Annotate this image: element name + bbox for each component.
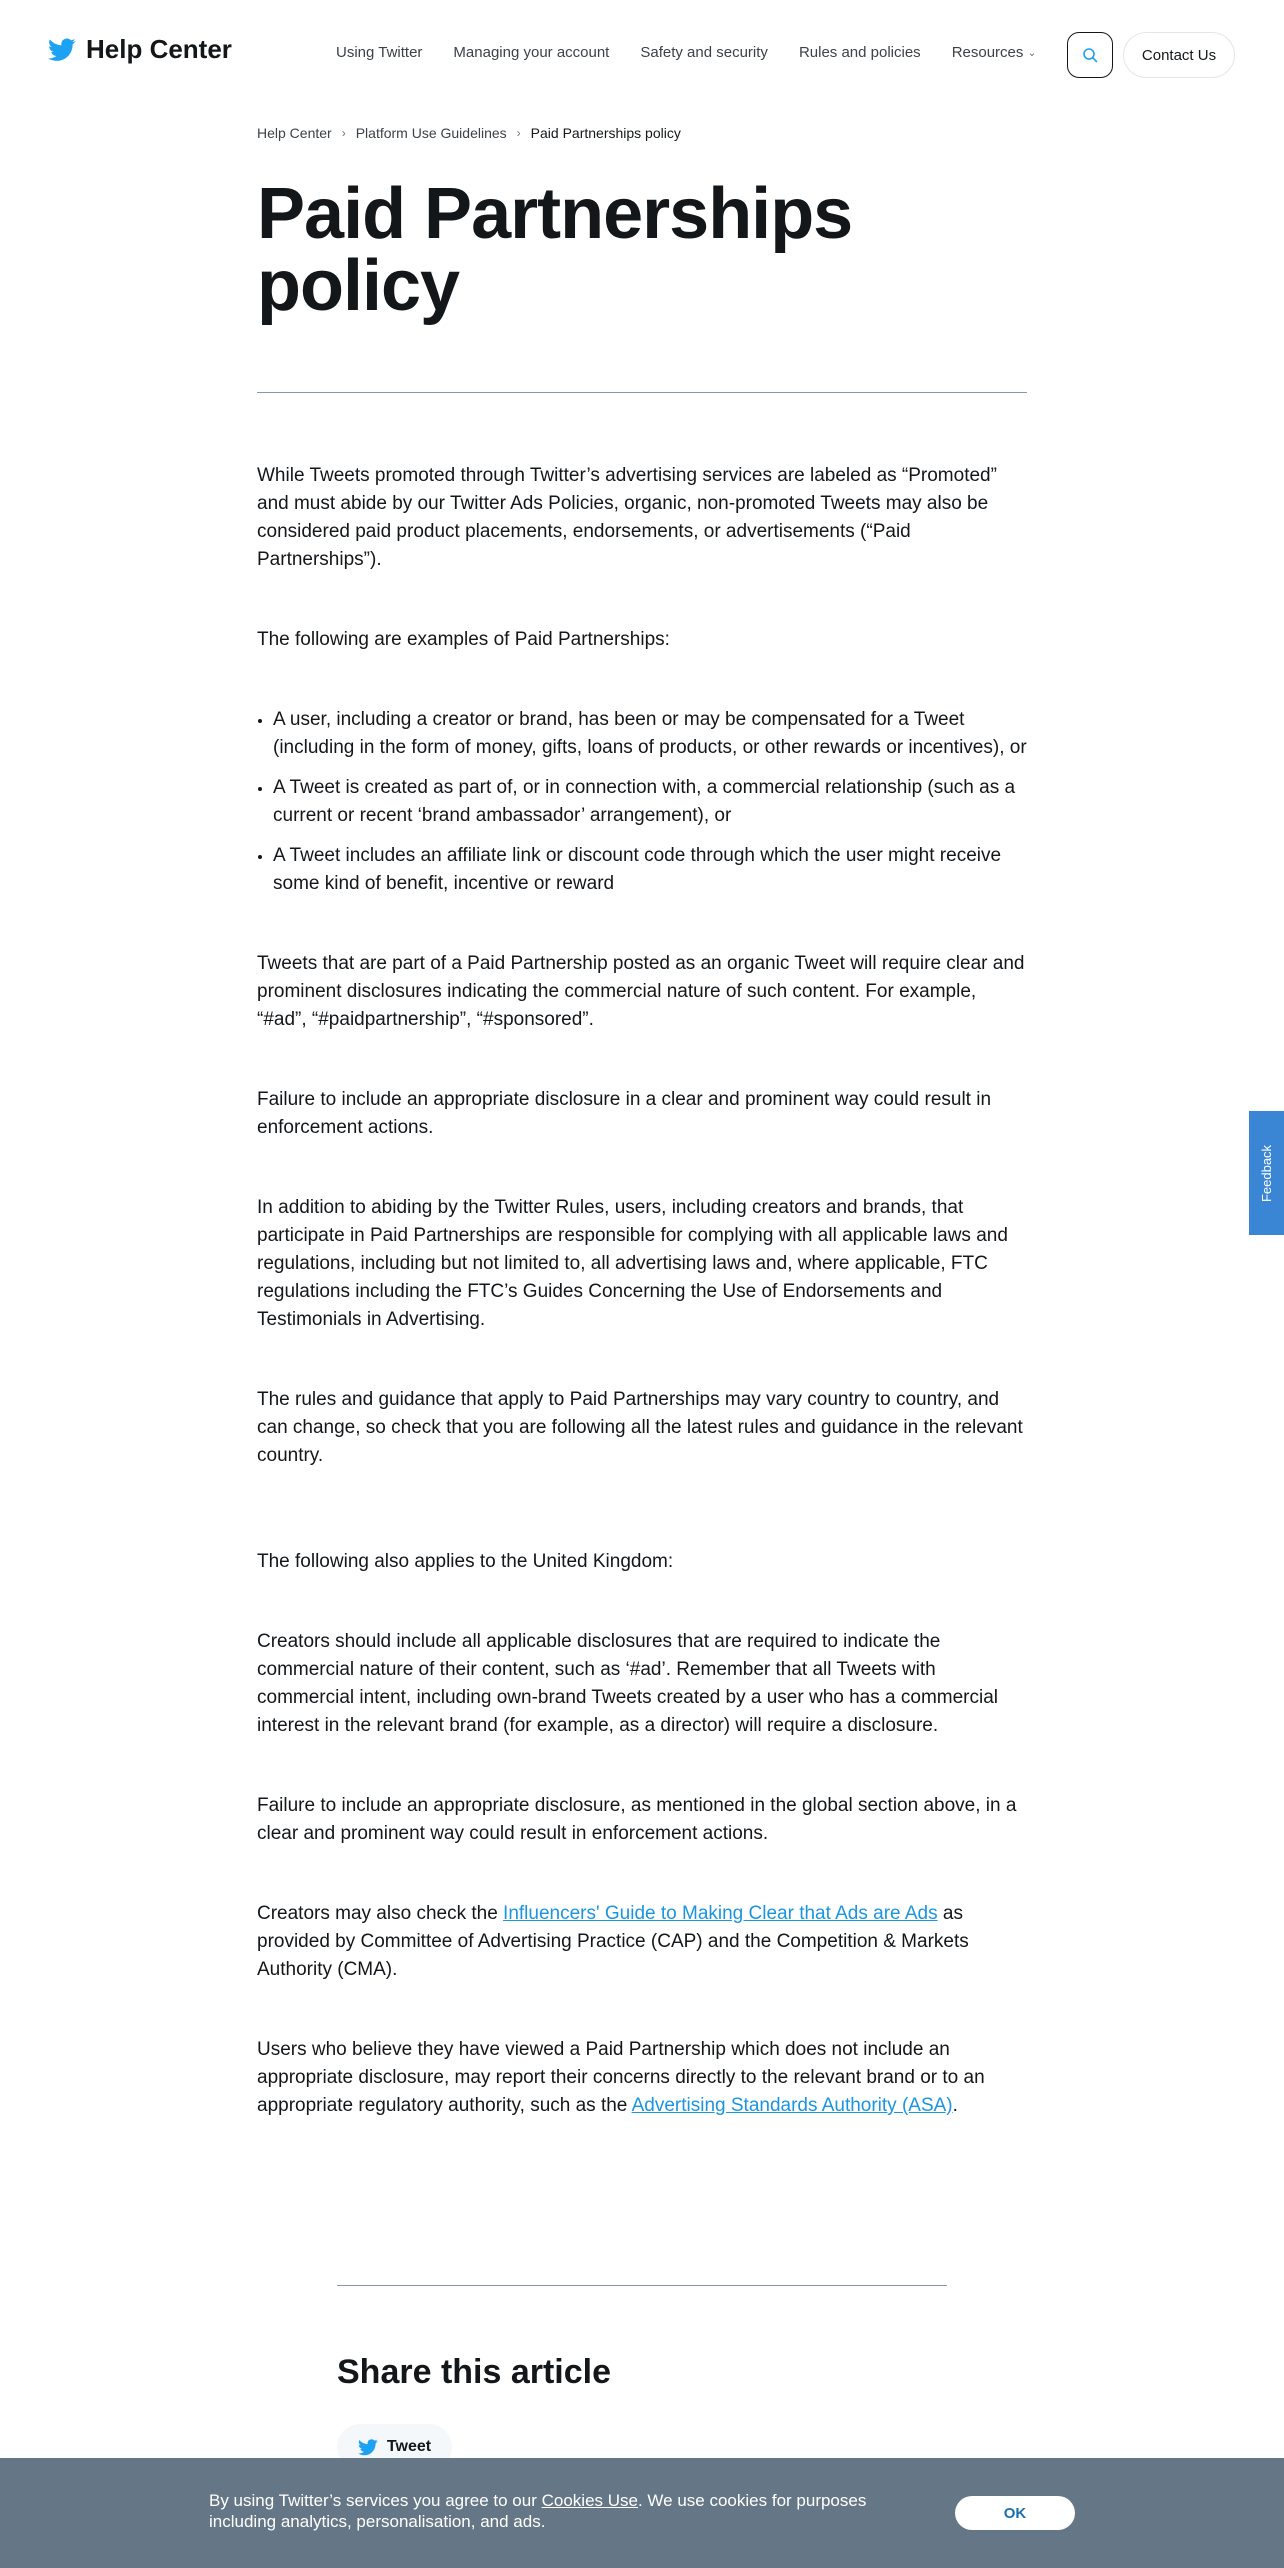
site-header xyxy=(0,0,1284,110)
text-span: as provided by Committee of Advertising Practice (CAP) and the Competition & Markets Authority (CMA). xyxy=(257,1903,969,1980)
cookie-ok-button[interactable]: OK xyxy=(955,2496,1075,2530)
breadcrumb-current: Paid Partnerships policy xyxy=(530,125,681,141)
share-title: Share this article xyxy=(337,2353,612,2391)
text-span: By using Twitter’s services you agree to our xyxy=(209,2491,542,2510)
list-item: • A Tweet includes an affiliate link or discount code through which the user might receive some kind of benefit, incentive or reward xyxy=(273,842,1029,898)
influencers-guide-link[interactable]: Influencers' Guide to Making Clear that Ads are Ads xyxy=(503,1903,938,1924)
twitter-bird-icon xyxy=(358,2439,378,2456)
paragraph xyxy=(257,1900,1029,1984)
text-span: . xyxy=(952,2095,958,2116)
asa-link[interactable]: Advertising Standards Authority (ASA) xyxy=(631,2095,953,2116)
text-span: Users who believe they have viewed a Paid Partnership which does not include an appropriate disclosure, may report their concerns directly to the relevant brand or to an appropriate regulatory authority, such as the xyxy=(257,2039,985,2116)
chevron-down-icon: ⌄ xyxy=(1027,47,1037,59)
paragraph: Creators should include all applicable disclosures that are required to indicate the commercial nature of their content, such as ‘#ad’. Remember that all Tweets with commercial intent, including own-brand Tweets created by a user who has a commercial interest in the relevant brand (for example, as a director) will require a disclosure. xyxy=(257,1631,998,1736)
breadcrumb-platform-guidelines[interactable]: Platform Use Guidelines xyxy=(355,125,507,141)
main-nav xyxy=(336,44,1037,61)
paragraph xyxy=(257,2036,1029,2120)
paragraph: Failure to include an appropriate disclosure, as mentioned in the global section above, in a clear and prominent way could result in enforcement actions. xyxy=(257,1795,1017,1844)
chevron-right-icon: › xyxy=(516,126,521,140)
breadcrumb xyxy=(257,125,681,141)
paragraph: In addition to abiding by the Twitter Rules, users, including creators and brands, that participate in Paid Partnerships are responsible for complying with all applicable laws and regulations, including but not limited to, all advertising laws and, where applicable, FTC regulations including the FTC’s Guides Concerning the Use of Endorsements and Testimonials in Advertising. xyxy=(257,1197,1008,1330)
article-body xyxy=(257,462,1029,2120)
examples-list xyxy=(257,706,1029,898)
paragraph: While Tweets promoted through Twitter’s advertising services are labeled as “Promoted” and must abide by our Twitter Ads Policies, organic, non-promoted Tweets may also be considered paid product placements, endorsements, or advertisements (“Paid Partnerships”). xyxy=(257,465,997,570)
logo-text: Help Center xyxy=(86,34,232,64)
feedback-label: Feedback xyxy=(1259,1144,1274,1202)
help-center-logo[interactable] xyxy=(48,34,232,65)
paragraph: Tweets that are part of a Paid Partnership posted as an organic Tweet will require clear and prominent disclosures indicating the commercial nature of such content. For example, “#ad”, “#paidpartnership”, “#sponsored”. xyxy=(257,953,1025,1030)
nav-safety-security[interactable]: Safety and security xyxy=(640,44,768,61)
title-divider xyxy=(257,392,1027,393)
search-button[interactable] xyxy=(1067,32,1113,78)
paragraph: The rules and guidance that apply to Paid Partnerships may vary country to country, and can change, so check that you are following all the latest rules and guidance in the relevant country. xyxy=(257,1389,1023,1466)
nav-rules-policies[interactable]: Rules and policies xyxy=(798,44,921,61)
list-item: • A Tweet is created as part of, or in connection with, a commercial relationship (such as a current or recent ‘brand ambassador’ arrangement), or xyxy=(273,774,1029,830)
feedback-tab[interactable] xyxy=(1249,1111,1284,1235)
tweet-label: Tweet xyxy=(386,2438,432,2455)
breadcrumb-help-center[interactable]: Help Center xyxy=(257,125,332,141)
nav-resources-label: Resources xyxy=(951,44,1024,61)
paragraph: The following also applies to the United Kingdom: xyxy=(257,1551,674,1572)
cookie-banner xyxy=(0,2458,1284,2568)
nav-using-twitter[interactable]: Using Twitter xyxy=(336,44,423,61)
cookie-message xyxy=(209,2490,909,2532)
cookies-use-link[interactable]: Cookies Use xyxy=(541,2491,638,2510)
nav-resources[interactable] xyxy=(952,44,1037,61)
twitter-bird-icon xyxy=(48,38,76,62)
contact-us-button[interactable]: Contact Us xyxy=(1123,32,1235,78)
chevron-right-icon: › xyxy=(341,126,346,140)
paragraph: The following are examples of Paid Partnerships: xyxy=(257,629,670,650)
nav-managing-account[interactable]: Managing your account xyxy=(453,44,610,61)
paragraph: Failure to include an appropriate disclosure in a clear and prominent way could result in enforcement actions. xyxy=(257,1089,992,1138)
search-icon xyxy=(1082,47,1098,63)
list-item: • A user, including a creator or brand, has been or may be compensated for a Tweet (including in the form of money, gifts, loans of products, or other rewards or incentives), or xyxy=(273,706,1029,762)
share-divider xyxy=(337,2285,947,2286)
text-span: Creators may also check the xyxy=(257,1903,504,1924)
page-title: Paid Partnerships policy xyxy=(257,174,853,326)
text-span: . We use cookies for purposes including analytics, personalisation, and ads. xyxy=(209,2491,867,2531)
